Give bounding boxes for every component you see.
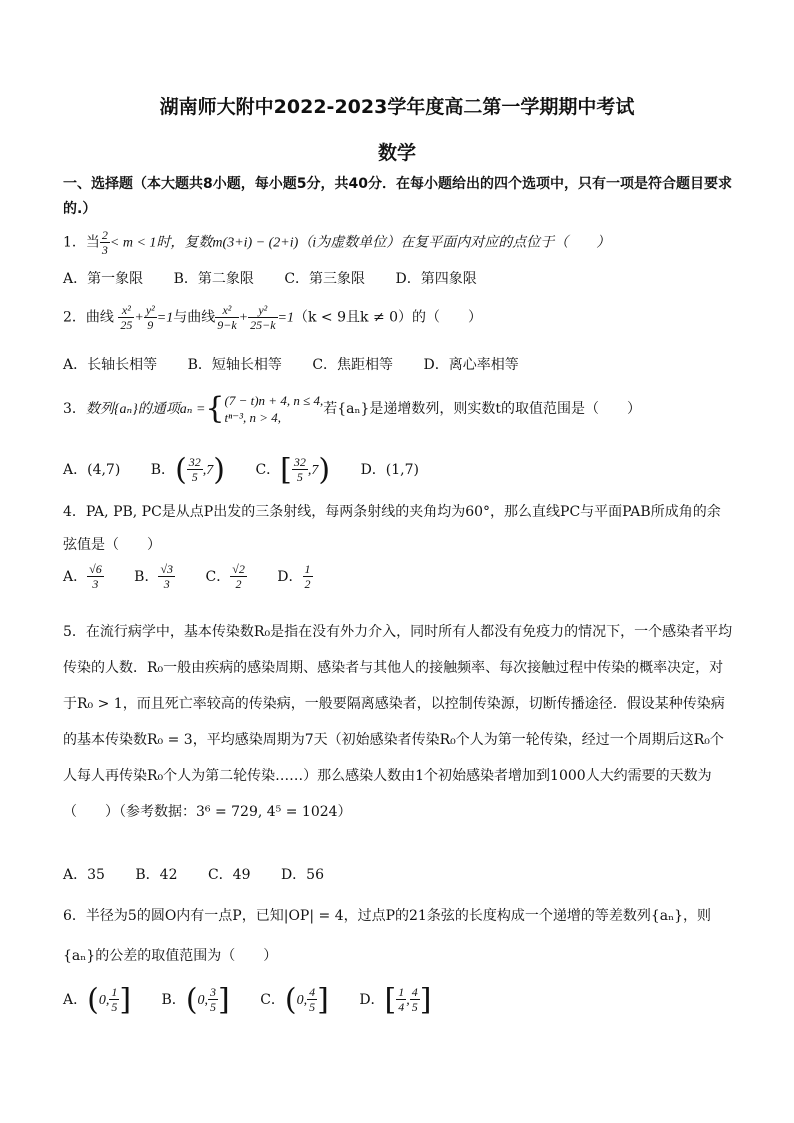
option-b[interactable]: B．42 [135, 867, 178, 883]
question-3: 3．数列{aₙ}的通项aₙ ={(7 − t)n + 4, n ≤ 4, tⁿ⁻³, n > 4,若{aₙ}是递增数列，则实数t的取值范围是（ ） [63, 391, 642, 426]
option-d[interactable]: D．第四象限 [395, 271, 477, 287]
option-b[interactable]: B．(0, $\frac{3}{5}$ ] [161, 982, 230, 1017]
option-b[interactable]: B． $\frac{√3}{3}$ [134, 562, 174, 591]
question-1-options [63, 268, 503, 288]
option-d[interactable]: D．56 [280, 867, 324, 883]
option-a[interactable]: A．35 [63, 867, 105, 883]
question-3-options [63, 452, 445, 487]
option-a[interactable]: A．第一象限 [63, 271, 144, 287]
option-a[interactable]: A． $\frac{√6}{3}$ [63, 562, 102, 591]
option-c[interactable]: C．(0, $\frac{4}{5}$ ] [260, 982, 329, 1017]
option-a[interactable]: A．长轴长相等 [63, 357, 158, 373]
question-6: 6．半径为5的圆O内有一点P，已知|OP| = 4，过点P的21条弦的长度构成一个递增的等差数列{aₙ}，则{aₙ}的公差的取值范围为（ ） [63, 908, 712, 964]
fraction: $\frac{2}{3}$ [101, 228, 108, 257]
option-d[interactable]: D． $\frac{1}{2}$ [277, 562, 311, 591]
question-4-options [63, 562, 339, 591]
option-c[interactable]: C． $\frac{√2}{2}$ [205, 562, 245, 591]
option-c[interactable]: C．第三象限 [284, 271, 366, 287]
question-5-options [63, 864, 350, 884]
option-d[interactable]: D．(1,7) [360, 461, 419, 478]
section-heading: 一、选择题（本大题共8小题，每小题5分，共40分．在每小题给出的四个选项中，只有一项是符合题目要求的.） [63, 176, 732, 217]
option-b[interactable]: B．( $\frac{32}{5}$ ,7) [150, 452, 225, 487]
exam-title: 湖南师大附中2022-2023学年度高二第一学期期中考试 [159, 96, 635, 118]
question-2: 2．曲线 $\frac{\text{x²}}{25}$ + $\frac{\text{y²}}{9}$ =1与曲线 $\frac{\text{x²}}{9-k}$ + $\frac{\text{y²}}{25-k}$ =1（k < 9且k ≠ 0）的（ ） [63, 303, 483, 332]
question-6-options [63, 982, 457, 1017]
option-d[interactable]: D．离心率相等 [423, 357, 519, 373]
question-2-options [63, 354, 545, 374]
question-5: 5．在流行病学中，基本传染数R₀是指在没有外力介入，同时所有人都没有免疫力的情况下，一个感染者平均传染的人数．R₀一般由疾病的感染周期、感染者与其他人的接触频率、每次接触过程中传染的概率决定，对于R₀ > 1，而且死亡率较高的传染病，一般要隔离感染者，以控制传染源，切断传播途径．假设某种传染病的基本传染数R₀ = 3，平均感染周期为7天（初始感染者传染R₀个人为第一轮传染，经过一个周期后这R₀个人每人再传染R₀个人为第二轮传染……）那么感染人数由1个初始感染者增加到1000人大约需要的天数为（ ）（参考数据：3⁶ = 729, 4⁵ = 1024） [63, 624, 733, 820]
option-c[interactable]: C．焦距相等 [312, 357, 394, 373]
piecewise-definition: (7 − t)n + 4, n ≤ 4, tⁿ⁻³, n > 4, [224, 393, 324, 425]
exam-subject: 数学 [377, 142, 416, 164]
option-b[interactable]: B．短轴长相等 [187, 357, 282, 373]
question-1: 1．当 $\frac{2}{3}$ < m < 1时，复数m(3+i) − (2+i)（i为虚数单位）在复平面内对应的点位于（ ） [63, 228, 611, 257]
option-c[interactable]: C．49 [207, 867, 251, 883]
question-4: 4．PA, PB, PC是从点P出发的三条射线，每两条射线的夹角均为60°，那么直线PC与平面PAB所成角的余弦值是（ ） [63, 504, 721, 553]
option-a[interactable]: A．(4,7) [63, 461, 121, 478]
option-d[interactable]: D．[ $\frac{1}{4}$ , $\frac{4}{5}$ ] [359, 982, 432, 1017]
option-b[interactable]: B．第二象限 [173, 271, 254, 287]
option-a[interactable]: A．(0, $\frac{1}{5}$ ] [63, 982, 132, 1017]
option-c[interactable]: C．[ $\frac{32}{5}$ ,7) [255, 452, 331, 487]
